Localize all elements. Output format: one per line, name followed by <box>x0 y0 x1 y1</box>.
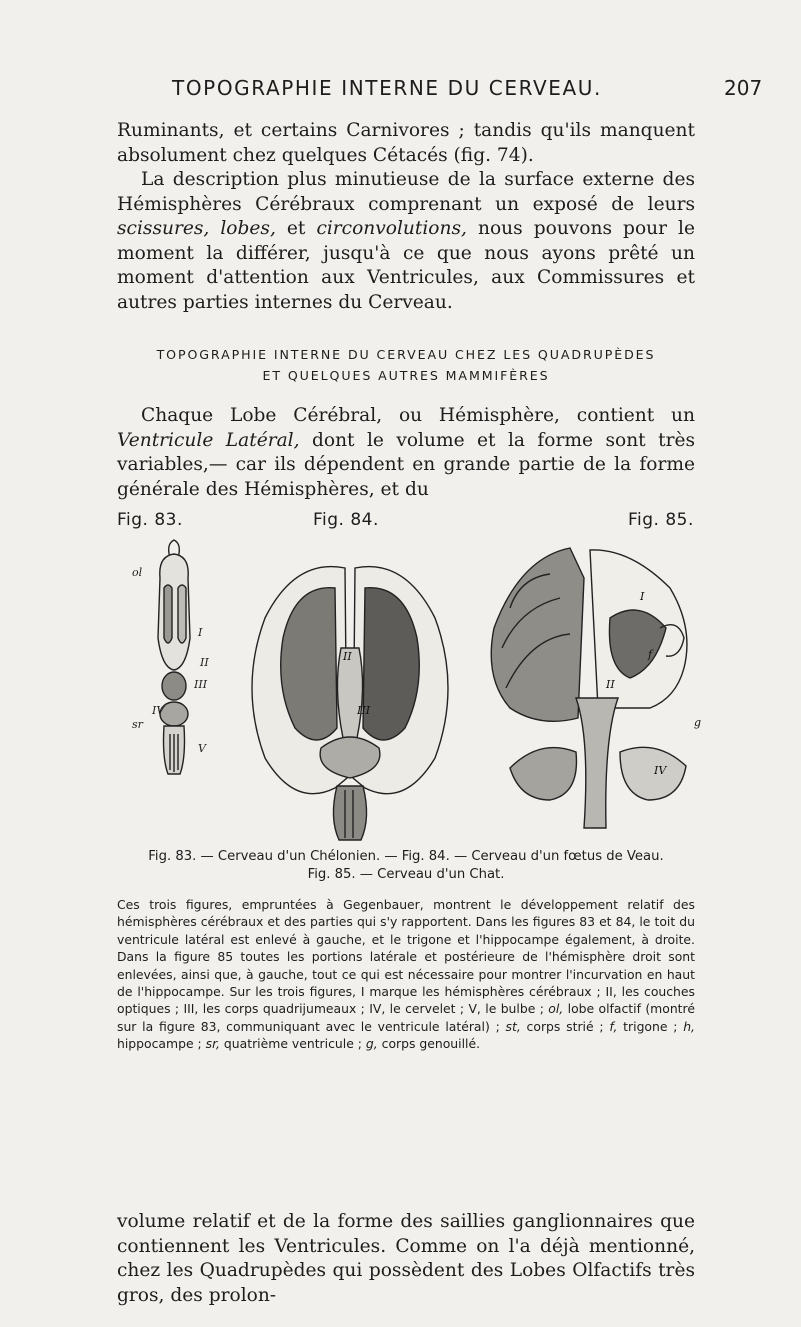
paragraph-1-a: Ruminants, et certains Carnivores ; tandis qu'ils manquent absolument chez quelques Cétacés (fig. 74). <box>117 120 695 166</box>
figure-83-label: Fig. 83. <box>117 510 183 530</box>
text-run: dont le volume et la forme sont très variables,— car ils dépendent en grande partie de la forme générale des Hémisphères, et du <box>117 429 695 500</box>
paragraph-2 <box>117 404 695 502</box>
section-heading-line-1: TOPOGRAPHIE INTERNE DU CERVEAU CHEZ LES QUADRUPÈDES <box>156 347 656 362</box>
italic-run: g, <box>365 1036 378 1052</box>
text-run: La description plus minutieuse de la surface externe des Hémisphères Cérébraux comprenant un exposé de leurs <box>117 169 695 215</box>
italic-run: f, <box>609 1018 618 1034</box>
paragraph-1 <box>117 119 695 315</box>
caption-line-1: Fig. 83. — Cerveau d'un Chélonien. — Fig. 84. — Cerveau d'un fœtus de Veau. <box>148 849 664 864</box>
italic-run: ol, <box>548 1001 564 1017</box>
italic-run: scissures, lobes, <box>117 218 276 239</box>
text-run: hippocampe ; <box>117 1036 206 1052</box>
figure-84-label: Fig. 84. <box>313 510 379 530</box>
figure-84-letter-iii: III <box>357 704 371 717</box>
figure-85-letter-g: g <box>694 716 702 729</box>
figure-83-letter-iv: IV <box>152 704 165 717</box>
figure-84-illustration <box>225 538 475 843</box>
figure-83-letter-sr: sr <box>132 718 143 731</box>
figure-85-letter-iv: IV <box>654 764 667 777</box>
figure-84-letter-ii: II <box>343 650 352 663</box>
figure-83-letter-i: I <box>198 626 203 639</box>
figure-83-letter-iii: III <box>194 678 208 691</box>
running-head-title: TOPOGRAPHIE INTERNE DU CERVEAU. <box>172 76 602 100</box>
italic-run: st, <box>505 1018 521 1034</box>
italic-run: circonvolutions, <box>316 218 467 239</box>
figure-85-letter-i: I <box>640 590 645 603</box>
paragraph-3 <box>117 1210 695 1308</box>
section-heading <box>117 344 695 386</box>
text-run: et <box>275 218 317 239</box>
text-run: quatrième ventricule ; <box>219 1036 366 1052</box>
figure-85-letter-ii: II <box>606 678 615 691</box>
text-run: Chaque Lobe Cérébral, ou Hémisphère, contient un <box>141 405 695 426</box>
paragraph-3-text: volume relatif et de la forme des saillies ganglionnaires que contiennent les Ventricules. Comme on l'a déjà mentionné, chez les Quadrupèdes qui possèdent des Lobes Olfactifs très gros, des prolon- <box>117 1211 695 1306</box>
figure-85-letter-f: f <box>648 648 653 661</box>
text-run: corps genouillé. <box>377 1036 481 1052</box>
text-run: corps strié ; <box>520 1018 610 1034</box>
figure-85-illustration <box>480 538 710 838</box>
figure-83-letter-ol: ol <box>132 566 143 579</box>
figure-83-letter-v: V <box>198 742 206 755</box>
figure-83-illustration <box>130 538 220 778</box>
page-number: 207 <box>724 76 763 100</box>
running-head <box>0 76 801 106</box>
figure-explanation-text <box>117 896 695 1053</box>
caption-line-2: Fig. 85. — Cerveau d'un Chat. <box>307 867 505 882</box>
text-run: nous pouvons pour le moment la différer, jusqu'à ce que nous ayons prêté un moment d'attention aux Ventricules, aux Commissures et autres parties internes du Cerveau. <box>117 218 696 313</box>
text-run: trigone ; <box>617 1018 684 1034</box>
figure-explanation <box>117 896 695 1053</box>
figure-85-label: Fig. 85. <box>628 510 694 530</box>
section-heading-line-2: ET QUELQUES AUTRES MAMMIFÈRES <box>262 368 550 383</box>
italic-run: Ventricule Latéral, <box>117 429 300 451</box>
italic-run: h, <box>683 1018 695 1034</box>
paragraph-1-b <box>117 168 695 315</box>
text-run: Ces trois figures, empruntées à Gegenbauer, montrent le développement relatif des hémisphères cérébraux et des parties qui s'y rapportent. Dans les figures 83 et 84, le toit du ventricule latéral est enlevé à gauche, et le trigone et l'hippocampe également, à droite. Dans la figure 85 toutes les portions latérale et postérieure de l'hémisphère droit sont enlevées, ainsi que, à gauche, tout ce qui est nécessaire pour montrer l'incurvation en haut de l'hippocampe. Sur les trois figures, I marque les hémisphères cérébraux ; II, les couches optiques ; III, les corps quadrijumeaux ; IV, le cervelet ; V, le bulbe ; <box>117 897 695 1017</box>
text-run: lobe olfactif (montré sur la figure 83, communiquant avec le ventricule latéral) ; <box>117 1001 695 1034</box>
italic-run: sr, <box>205 1036 220 1052</box>
paragraph-2-text <box>117 404 695 502</box>
figure-83-letter-ii: II <box>200 656 209 669</box>
figure-caption <box>117 848 695 884</box>
